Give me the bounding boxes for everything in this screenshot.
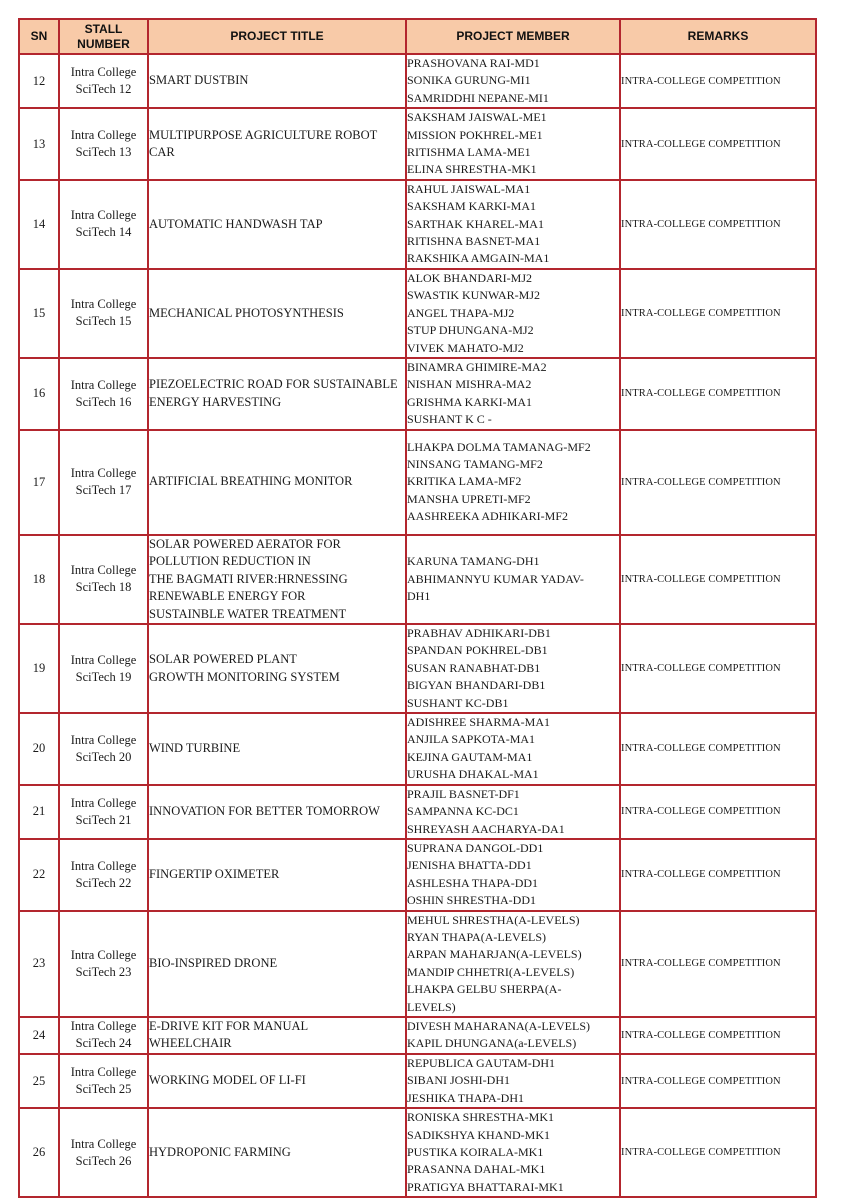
project-member-name: KEJINA GAUTAM-MA1 (407, 749, 533, 764)
project-member-name: NINSANG TAMANG-MF2 (407, 456, 543, 471)
stall-number-line: SciTech 13 (75, 145, 132, 160)
project-member-name: KAPIL DHUNGANA(a-LEVELS) (407, 1036, 577, 1051)
stall-number-line: Intra College (70, 1136, 137, 1151)
project-member-name: SAKSHAM KARKI-MA1 (407, 199, 537, 214)
stall-number-cell (59, 713, 148, 785)
project-title-cell (148, 785, 406, 839)
project-member-cell (406, 1108, 620, 1197)
stall-number-cell (59, 269, 148, 358)
remarks-cell: INTRA-COLLEGE COMPETITION (620, 1017, 816, 1054)
stall-number-line: SciTech 12 (75, 82, 132, 97)
remarks-cell: INTRA-COLLEGE COMPETITION (620, 1054, 816, 1108)
project-member-name: RITISHMA LAMA-ME1 (407, 145, 531, 160)
stall-number-cell (59, 1108, 148, 1197)
stall-number-line: SciTech 15 (75, 314, 132, 329)
project-title-line: MULTIPURPOSE AGRICULTURE ROBOT (149, 127, 378, 142)
table-row (19, 624, 816, 713)
project-title-line: SOLAR POWERED PLANT (149, 652, 297, 667)
project-member-name: OSHIN SHRESTHA-DD1 (407, 893, 537, 908)
remarks-cell: INTRA-COLLEGE COMPETITION (620, 180, 816, 269)
project-member-name: SWASTIK KUNWAR-MJ2 (407, 288, 541, 303)
project-title-line: THE BAGMATI RIVER:HRNESSING (149, 571, 348, 586)
sn-cell: 21 (19, 785, 59, 839)
project-title-line: SMART DUSTBIN (149, 73, 249, 88)
project-title-line: WHEELCHAIR (149, 1036, 232, 1051)
project-member-cell (406, 358, 620, 430)
project-title-line: BIO-INSPIRED DRONE (149, 956, 278, 970)
project-member-name: NISHAN MISHRA-MA2 (407, 377, 532, 392)
stall-number-line: Intra College (70, 466, 137, 481)
stall-number-cell (59, 180, 148, 269)
stall-number-cell (59, 911, 148, 1017)
project-member-name: BINAMRA GHIMIRE-MA2 (407, 359, 547, 374)
table-row (19, 713, 816, 785)
sn-cell: 17 (19, 430, 59, 535)
project-title-cell (148, 54, 406, 108)
table-row (19, 535, 816, 625)
project-title-cell (148, 624, 406, 713)
project-title-cell (148, 358, 406, 430)
project-member-name: DH1 (407, 588, 431, 603)
project-title-line: AUTOMATIC HANDWASH TAP (149, 216, 323, 231)
project-member-cell (406, 180, 620, 269)
stall-number-line: Intra College (70, 858, 137, 873)
project-title-cell (148, 1054, 406, 1108)
remarks-cell: INTRA-COLLEGE COMPETITION (620, 911, 816, 1017)
table-body (19, 54, 816, 1197)
stall-number-line: SciTech 20 (75, 749, 132, 764)
project-member-name: KARUNA TAMANG-DH1 (407, 554, 540, 569)
sn-cell: 14 (19, 180, 59, 269)
project-member-name: ABHIMANNYU KUMAR YADAV- (407, 571, 584, 586)
stall-number-line: SciTech 22 (75, 875, 132, 890)
project-member-name: SIBANI JOSHI-DH1 (407, 1073, 511, 1088)
stall-number-cell (59, 1054, 148, 1108)
project-member-name: ANJILA SAPKOTA-MA1 (407, 732, 536, 747)
project-title-cell (148, 839, 406, 911)
project-member-name: ANGEL THAPA-MJ2 (407, 305, 515, 320)
project-title-line: INNOVATION FOR BETTER TOMORROW (149, 804, 380, 819)
project-member-name: SAMRIDDHI NEPANE-MI1 (407, 90, 549, 105)
project-member-name: STUP DHUNGANA-MJ2 (407, 323, 534, 338)
project-member-name: PUSTIKA KOIRALA-MK1 (407, 1145, 544, 1159)
stall-number-cell (59, 358, 148, 430)
project-member-name: SUSHANT K C - (407, 412, 492, 427)
project-title-cell (148, 1017, 406, 1054)
project-member-name: SADIKSHYA KHAND-MK1 (407, 1127, 551, 1142)
stall-number-line: SciTech 14 (75, 225, 132, 240)
project-member-name: JESHIKA THAPA-DH1 (407, 1090, 525, 1105)
project-member-cell (406, 535, 620, 625)
project-member-name: PRABHAV ADHIKARI-DB1 (407, 626, 551, 641)
sn-cell: 20 (19, 713, 59, 785)
remarks-cell: INTRA-COLLEGE COMPETITION (620, 430, 816, 535)
project-member-name: ADISHREE SHARMA-MA1 (407, 715, 551, 730)
project-member-name: MISSION POKHREL-ME1 (407, 127, 543, 142)
stall-number-line: SciTech 25 (75, 1082, 132, 1097)
stall-number-line: Intra College (70, 128, 137, 143)
remarks-cell: INTRA-COLLEGE COMPETITION (620, 108, 816, 180)
project-member-name: SUSAN RANABHAT-DB1 (407, 660, 541, 675)
remarks-cell: INTRA-COLLEGE COMPETITION (620, 839, 816, 911)
stall-number-line: SciTech 24 (75, 1036, 132, 1051)
project-member-name: ELINA SHRESTHA-MK1 (407, 162, 537, 177)
project-member-name: DIVESH MAHARANA(A-LEVELS) (407, 1019, 590, 1034)
project-member-cell (406, 785, 620, 839)
project-member-name: SAMPANNA KC-DC1 (407, 804, 519, 819)
project-member-cell (406, 108, 620, 180)
stall-number-line: SciTech 26 (75, 1153, 132, 1168)
table-row (19, 269, 816, 358)
sn-cell: 15 (19, 269, 59, 358)
sn-cell: 18 (19, 535, 59, 625)
project-member-name: SHREYASH AACHARYA-DA1 (407, 821, 565, 836)
project-title-cell (148, 108, 406, 180)
stall-number-cell (59, 1017, 148, 1054)
header-project-title: PROJECT TITLE (148, 19, 406, 54)
stall-number-cell (59, 785, 148, 839)
stall-number-line: Intra College (70, 208, 137, 223)
project-member-name: MEHUL SHRESTHA(A-LEVELS) (407, 912, 580, 927)
project-member-cell (406, 713, 620, 785)
project-title-line: GROWTH MONITORING SYSTEM (149, 669, 340, 684)
stall-number-line: SciTech 19 (75, 669, 132, 684)
stall-number-line: Intra College (70, 795, 137, 810)
stall-number-line: Intra College (70, 377, 137, 392)
stall-number-line: Intra College (70, 1065, 137, 1080)
project-member-name: RONISKA SHRESTHA-MK1 (407, 1110, 555, 1125)
remarks-cell: INTRA-COLLEGE COMPETITION (620, 785, 816, 839)
project-member-name: RYAN THAPA(A-LEVELS) (407, 929, 547, 944)
project-title-cell (148, 1108, 406, 1197)
project-member-name: RAKSHIKA AMGAIN-MA1 (407, 251, 550, 266)
sn-cell: 16 (19, 358, 59, 430)
project-member-cell (406, 911, 620, 1017)
project-member-name: JENISHA BHATTA-DD1 (407, 858, 532, 873)
project-member-name: REPUBLICA GAUTAM-DH1 (407, 1055, 556, 1070)
project-title-cell (148, 713, 406, 785)
remarks-cell: INTRA-COLLEGE COMPETITION (620, 1108, 816, 1197)
sn-cell: 24 (19, 1017, 59, 1054)
project-title-line: WORKING MODEL OF LI-FI (149, 1073, 306, 1088)
table-row (19, 1017, 816, 1054)
project-member-name: VIVEK MAHATO-MJ2 (407, 340, 524, 355)
stall-number-line: Intra College (70, 947, 137, 962)
sn-cell: 19 (19, 624, 59, 713)
project-member-cell (406, 269, 620, 358)
stall-number-line: Intra College (70, 563, 137, 578)
project-member-name: SARTHAK KHAREL-MA1 (407, 216, 544, 231)
header-stall-number: STALL NUMBER (59, 19, 148, 54)
project-member-name: PRASHOVANA RAI-MD1 (407, 56, 540, 70)
project-title-cell (148, 911, 406, 1017)
stall-number-cell (59, 839, 148, 911)
project-title-line: MECHANICAL PHOTOSYNTHESIS (149, 305, 344, 320)
table-row (19, 911, 816, 1017)
table-row (19, 430, 816, 535)
sn-cell: 26 (19, 1108, 59, 1197)
project-title-line: SUSTAINBLE WATER TREATMENT (149, 606, 347, 621)
project-member-name: AASHREEKA ADHIKARI-MF2 (407, 509, 569, 524)
project-title-line: HYDROPONIC FARMING (149, 1144, 291, 1159)
project-title-line: FINGERTIP OXIMETER (149, 866, 280, 881)
stall-number-cell (59, 108, 148, 180)
project-member-name: ARPAN MAHARJAN(A-LEVELS) (407, 947, 582, 962)
sn-cell: 22 (19, 839, 59, 911)
project-title-cell (148, 180, 406, 269)
project-member-name: PRAJIL BASNET-DF1 (407, 786, 520, 801)
project-member-name: RITISHNA BASNET-MA1 (407, 234, 541, 249)
header-remarks: REMARKS (620, 19, 816, 54)
stall-number-cell (59, 430, 148, 535)
project-member-name: LHAKPA DOLMA TAMANAG-MF2 (407, 439, 591, 454)
stall-number-line: SciTech 16 (75, 394, 132, 409)
project-member-name: PRASANNA DAHAL-MK1 (407, 1162, 546, 1177)
stall-number-cell (59, 54, 148, 108)
remarks-cell: INTRA-COLLEGE COMPETITION (620, 54, 816, 108)
project-member-cell (406, 1017, 620, 1054)
table-row (19, 785, 816, 839)
project-member-name: SONIKA GURUNG-MI1 (407, 73, 531, 88)
project-title-cell (148, 269, 406, 358)
table-row (19, 108, 816, 180)
stall-number-line: SciTech 23 (75, 964, 132, 979)
sn-cell: 23 (19, 911, 59, 1017)
table-row (19, 54, 816, 108)
table-row (19, 839, 816, 911)
stall-number-cell (59, 535, 148, 625)
project-member-name: RAHUL JAISWAL-MA1 (407, 181, 531, 196)
stall-number-cell (59, 624, 148, 713)
stall-number-line: SciTech 17 (75, 483, 132, 498)
sn-cell: 13 (19, 108, 59, 180)
stall-number-line: SciTech 18 (75, 580, 132, 595)
project-title-line: WIND TURBINE (149, 741, 241, 756)
table-row (19, 1108, 816, 1197)
stall-number-line: SciTech 21 (75, 812, 132, 827)
table-row (19, 358, 816, 430)
project-member-name: KRITIKA LAMA-MF2 (407, 474, 522, 489)
project-member-name: LEVELS) (407, 999, 456, 1014)
stall-number-line: Intra College (70, 297, 137, 312)
project-member-cell (406, 54, 620, 108)
project-member-name: URUSHA DHAKAL-MA1 (407, 767, 539, 782)
table-row (19, 1054, 816, 1108)
header-project-member: PROJECT MEMBER (406, 19, 620, 54)
remarks-cell: INTRA-COLLEGE COMPETITION (620, 535, 816, 625)
project-member-name: MANSHA UPRETI-MF2 (407, 491, 531, 506)
header-row (19, 19, 816, 54)
project-title-cell (148, 430, 406, 535)
project-title-line: RENEWABLE ENERGY FOR (149, 589, 306, 604)
project-member-name: ALOK BHANDARI-MJ2 (407, 270, 532, 285)
project-member-name: SUPRANA DANGOL-DD1 (407, 840, 544, 855)
project-member-name: SPANDAN POKHREL-DB1 (407, 643, 548, 658)
project-title-line: POLLUTION REDUCTION IN (149, 554, 311, 569)
project-member-cell (406, 624, 620, 713)
project-member-name: PRATIGYA BHATTARAI-MK1 (407, 1179, 564, 1194)
projects-table (18, 18, 817, 1198)
project-member-cell (406, 430, 620, 535)
project-member-name: BIGYAN BHANDARI-DB1 (407, 678, 546, 693)
stall-number-line: Intra College (70, 65, 137, 80)
project-title-line: PIEZOELECTRIC ROAD FOR SUSTAINABLE (149, 377, 398, 392)
stall-number-line: Intra College (70, 1019, 137, 1034)
project-title-line: E-DRIVE KIT FOR MANUAL (149, 1018, 309, 1033)
project-member-name: SUSHANT KC-DB1 (407, 695, 509, 710)
remarks-cell: INTRA-COLLEGE COMPETITION (620, 358, 816, 430)
project-title-line: SOLAR POWERED AERATOR FOR (149, 536, 341, 551)
table-row (19, 180, 816, 269)
sn-cell: 12 (19, 54, 59, 108)
project-member-name: MANDIP CHHETRI(A-LEVELS) (407, 964, 575, 979)
project-title-line: CAR (149, 145, 175, 160)
project-member-name: SAKSHAM JAISWAL-ME1 (407, 110, 547, 125)
project-title-line: ENERGY HARVESTING (149, 394, 282, 409)
project-title-cell (148, 535, 406, 625)
project-member-cell (406, 1054, 620, 1108)
project-title-line: ARTIFICIAL BREATHING MONITOR (149, 474, 353, 489)
project-member-name: ASHLESHA THAPA-DD1 (407, 875, 539, 890)
remarks-cell: INTRA-COLLEGE COMPETITION (620, 624, 816, 713)
remarks-cell: INTRA-COLLEGE COMPETITION (620, 713, 816, 785)
header-sn: SN (19, 19, 59, 54)
remarks-cell: INTRA-COLLEGE COMPETITION (620, 269, 816, 358)
stall-number-line: Intra College (70, 652, 137, 667)
project-member-cell (406, 839, 620, 911)
sn-cell: 25 (19, 1054, 59, 1108)
project-member-name: GRISHMA KARKI-MA1 (407, 394, 533, 409)
stall-number-line: Intra College (70, 732, 137, 747)
project-member-name: LHAKPA GELBU SHERPA(A- (407, 982, 562, 997)
